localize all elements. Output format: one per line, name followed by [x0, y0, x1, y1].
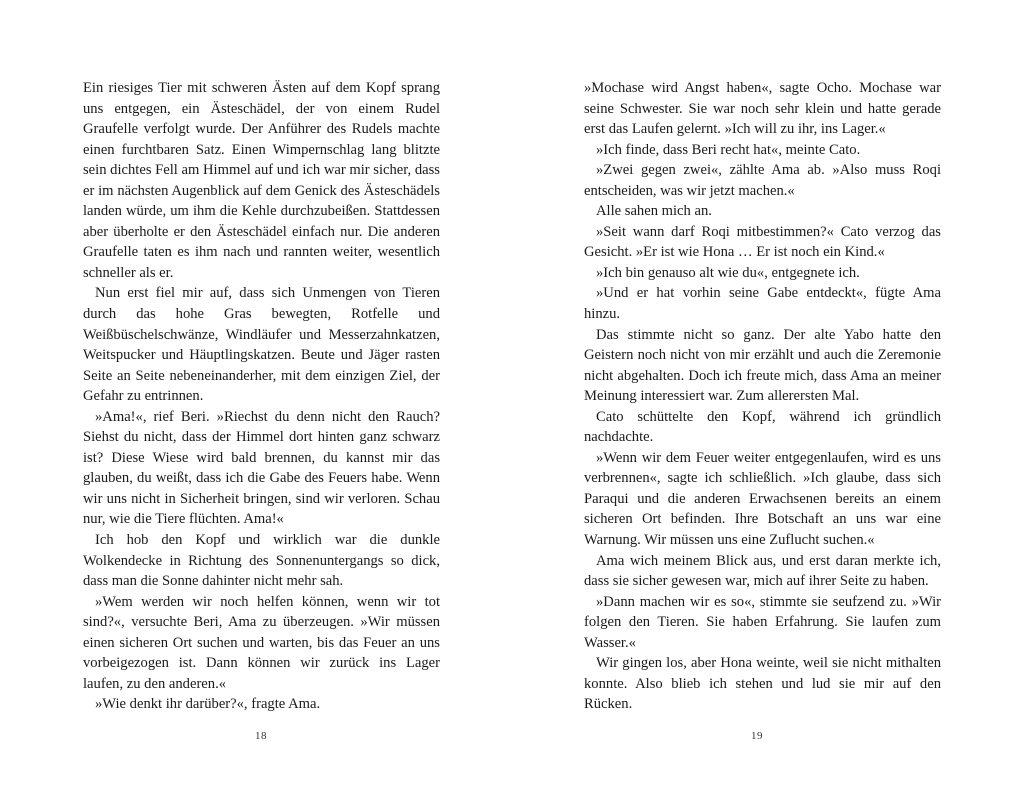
paragraph: Ein riesiges Tier mit schweren Ästen auf dem Kopf sprang uns entgegen, ein Ästeschädel, der von einem Rudel Graufelle verfolgt wurde. Der Anführer des Rudels machte einen furchtbaren Satz. Einen Wimpernschlag lang blitzte sein dichtes Fell am Himmel auf und ich war mir sicher, dass er im nächsten Augenblick auf dem Genick des Ästeschädels landen würde, um ihm die Kehle durchzubeißen. Stattdessen aber überholte er den Ästeschädel einfach nur. Die anderen Graufelle taten es ihm nach und rannten weiter, wesentlich schneller als er. [83, 80, 440, 281]
paragraph: »Wie denkt ihr darüber?«, fragte Ama. [95, 696, 321, 713]
paragraph: »Wenn wir dem Feuer weiter entgegenlaufen, wird es uns verbrennen«, sagte ich schließlich. »Ich glaube, dass sich Paraqui und die anderen Erwachsenen bereits an einem sicheren Ort befinden. Ihre Botschaft an uns war eine Warnung. Wir müssen uns eine Zuflucht suchen.« [584, 449, 941, 549]
paragraph: »Ich finde, dass Beri recht hat«, meinte Cato. [596, 141, 861, 158]
page-number: 18 [255, 730, 267, 742]
paragraph: Ama wich meinem Blick aus, und erst daran merkte ich, dass sie sicher gewesen war, mich auf ihrer Seite zu haben. [584, 552, 941, 590]
paragraph: »Seit wann darf Roqi mitbestimmen?« Cato verzog das Gesicht. »Er ist wie Hona … Er ist noch ein Kind.« [584, 223, 941, 261]
paragraph: »Dann machen wir es so«, stimmte sie seufzend zu. »Wir folgen den Tieren. Sie haben Erfahrung. Sie laufen zum Wasser.« [584, 593, 941, 651]
paragraph: »Ich bin genauso alt wie du«, entgegnete ich. [596, 264, 860, 281]
paragraph: »Und er hat vorhin seine Gabe entdeckt«, fügte Ama hinzu. [584, 285, 941, 323]
paragraph: Wir gingen los, aber Hona weinte, weil sie nicht mithalten konnte. Also blieb ich stehen und lud sie mir auf den Rücken. [584, 655, 941, 713]
page-number: 19 [751, 730, 763, 742]
paragraph: »Mochase wird Angst haben«, sagte Ocho. Mochase war seine Schwester. Sie war noch sehr klein und hatte gerade erst das Laufen gelernt. »Ich will zu ihr, ins Lager.« [584, 80, 941, 138]
paragraph: Cato schüttelte den Kopf, während ich gründlich nachdachte. [584, 408, 941, 446]
paragraph: »Zwei gegen zwei«, zählte Ama ab. »Also muss Roqi entscheiden, was wir jetzt machen.« [584, 162, 941, 199]
left-page-text [83, 78, 440, 715]
paragraph: Alle sahen mich an. [596, 203, 712, 220]
paragraph: Ich hob den Kopf und wirklich war die dunkle Wolkendecke in Richtung des Sonnenuntergangs so dick, dass man die Sonne dahinter nicht mehr sah. [83, 532, 440, 590]
right-page-text [584, 78, 941, 715]
paragraph: »Wem werden wir noch helfen können, wenn wir tot sind?«, versuchte Beri, Ama zu überzeugen. »Wir müssen einen sicheren Ort suchen und warten, bis das Feuer an uns vorbeigezogen ist. Dann können wir zurück ins Lager laufen, zu den anderen.« [83, 593, 440, 692]
paragraph: Das stimmte nicht so ganz. Der alte Yabo hatte den Geistern noch nicht von mir erzählt und auch die Zeremonie nicht abgehalten. Doch ich freute mich, dass Ama an meiner Meinung interessiert war. Zum allerersten Mal. [584, 326, 941, 405]
paragraph: »Ama!«, rief Beri. »Riechst du denn nicht den Rauch? Siehst du nicht, dass der Himmel dort hinten ganz schwarz ist? Diese Wiese wird bald brennen, du kannst mir das glauben, du weißt, dass ich die Gabe des Feuers habe. Wenn wir uns nicht in Sicherheit bringen, sind wir verloren. Schau nur, wie die Tiere flüchten. Ama!« [83, 408, 440, 528]
paragraph: Nun erst fiel mir auf, dass sich Unmengen von Tieren durch das hohe Gras bewegten, Rotfelle und Weißbüschelschwänze, Windläufer und Messerzahnkatzen, Weitspucker und Häuptlingskatzen. Beute und Jäger rasten Seite an Seite nebeneinanderher, mit dem einzigen Ziel, der Gefahr zu entrinnen. [83, 285, 440, 405]
